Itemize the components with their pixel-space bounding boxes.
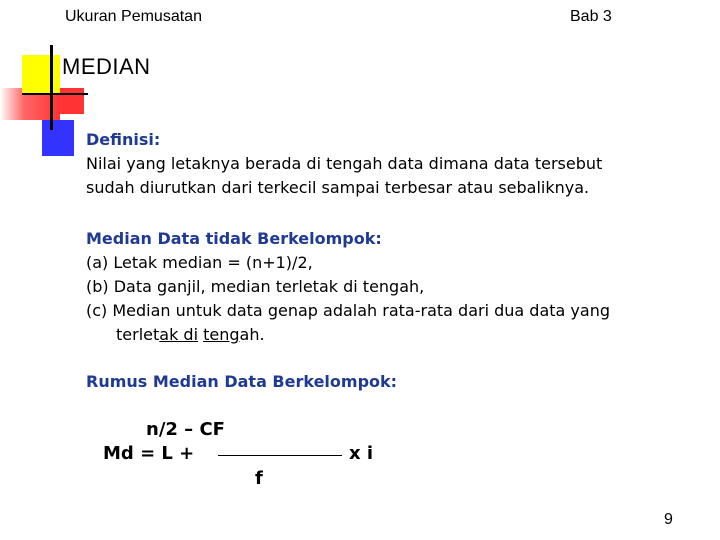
page-number: 9 <box>664 511 673 528</box>
formula-fraction-bar <box>218 455 342 456</box>
ungrouped-item-b: (b) Data ganjil, median terletak di tengah, <box>86 277 425 296</box>
definition-line-2: sudah diurutkan dari terkecil sampai terbesar atau sebaliknya. <box>86 178 590 197</box>
ungrouped-item-a: (a) Letak median = (n+1)/2, <box>86 253 313 272</box>
formula-numerator: n/2 – CF <box>146 419 225 440</box>
c-cont-underlined-1: ak di <box>159 325 199 344</box>
ungrouped-heading: Median Data tidak Berkelompok: <box>86 229 382 248</box>
slide-title: MEDIAN <box>62 54 151 79</box>
c-cont-part-2: ah. <box>239 325 265 344</box>
header-left-text: Ukuran Pemusatan <box>65 8 202 25</box>
decor-blue-square <box>42 120 74 156</box>
definition-line-1: Nilai yang letaknya berada di tengah data dimana data tersebut <box>86 154 603 173</box>
definition-heading: Definisi: <box>86 130 161 149</box>
decor-yellow-square <box>22 55 60 93</box>
decor-vertical-line <box>50 45 53 130</box>
formula-denominator: f <box>255 468 263 489</box>
header-right-text: Bab 3 <box>570 8 612 25</box>
ungrouped-block <box>86 227 610 347</box>
c-cont-part-1: terlet <box>116 325 160 344</box>
decor-red-square <box>58 88 84 114</box>
formula-times-xi: x i <box>349 443 374 464</box>
ungrouped-item-c-continuation <box>86 323 610 347</box>
ungrouped-item-c: (c) Median untuk data genap adalah rata-rata dari dua data yang <box>86 301 610 320</box>
definition-block <box>86 128 602 200</box>
grouped-heading: Rumus Median Data Berkelompok: <box>86 372 398 391</box>
c-cont-underlined-2: teng <box>203 325 240 344</box>
formula-lhs: Md = L + <box>103 443 195 464</box>
decor-horizontal-line <box>22 93 88 95</box>
